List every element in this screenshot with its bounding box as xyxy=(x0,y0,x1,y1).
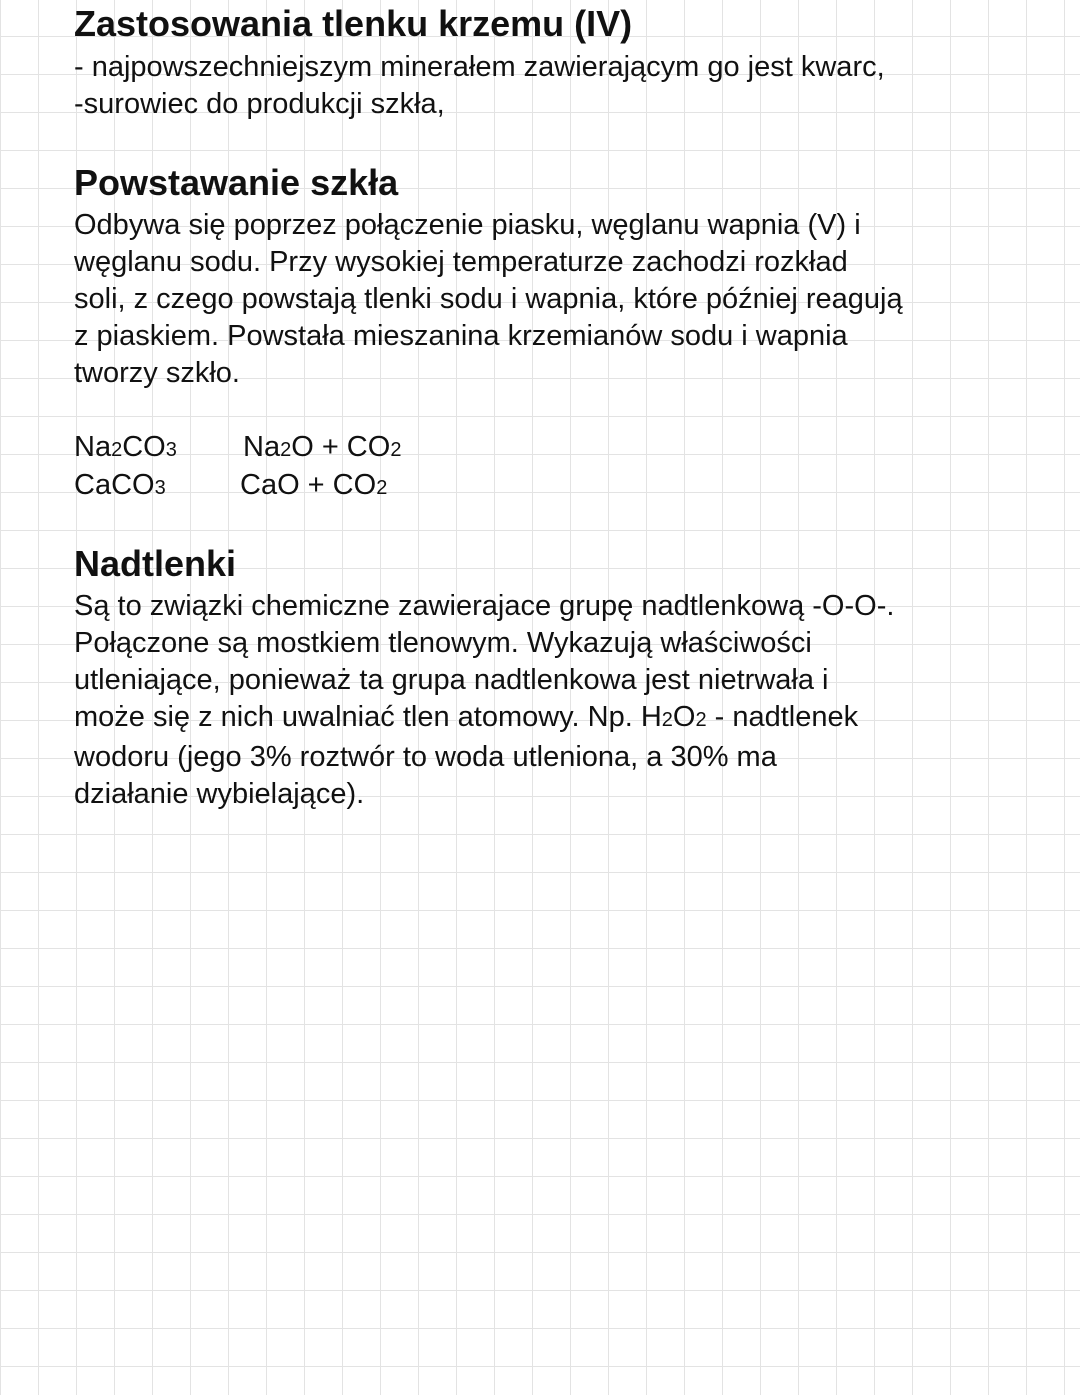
reaction-reactant xyxy=(74,429,177,469)
reaction-product xyxy=(243,429,401,469)
paragraph-line: węglanu sodu. Przy wysokiej temperaturze zachodzi rozkład xyxy=(74,246,848,278)
section-title-glass-formation: Powstawanie szkła xyxy=(74,162,399,203)
formula-subscript: 3 xyxy=(165,439,177,461)
formula-subscript: 3 xyxy=(154,477,166,499)
formula-subscript: 2 xyxy=(695,709,707,731)
paragraph-line: Połączone są mostkiem tlenowym. Wykazują właściwości xyxy=(74,627,812,659)
reaction-reactant xyxy=(74,467,166,507)
paragraph-line: wodoru (jego 3% roztwór to woda utleniona, a 30% ma xyxy=(74,741,777,773)
peroxides-paragraph xyxy=(74,588,894,813)
text-run: - nadtlenek xyxy=(706,701,859,733)
paragraph-line: utleniające, ponieważ ta grupa nadtlenkowa jest nietrwała i xyxy=(74,664,829,696)
formula-subscript: 2 xyxy=(390,439,402,461)
formula-part: O + CO xyxy=(291,431,391,463)
list-item: - najpowszechniejszym minerałem zawierającym go jest kwarc, xyxy=(74,51,885,83)
reaction-product xyxy=(240,467,387,507)
paragraph-line xyxy=(74,699,894,739)
paragraph-line: tworzy szkło. xyxy=(74,357,240,389)
formula-part: CaO + CO xyxy=(240,469,377,501)
text-run: O xyxy=(672,701,696,733)
paragraph-line: działanie wybielające). xyxy=(74,778,365,810)
formula-subscript: 2 xyxy=(280,439,292,461)
formula-subscript: 2 xyxy=(111,439,123,461)
paragraph-line: z piaskiem. Powstała mieszanina krzemianów sodu i wapnia xyxy=(74,320,848,352)
formula-subscript: 2 xyxy=(376,477,388,499)
paragraph-line: soli, z czego powstają tlenki sodu i wapnia, które później reagują xyxy=(74,283,903,315)
formula-part: CO xyxy=(122,431,166,463)
formula-subscript: 2 xyxy=(661,709,673,731)
paragraph-line: Są to związki chemiczne zawierajace grupę nadtlenkową -O-O-. xyxy=(74,590,895,622)
formula-part: Na xyxy=(74,431,112,463)
text-run: może się z nich uwalniać tlen atomowy. Np. H xyxy=(74,701,662,733)
formula-part: Na xyxy=(243,431,281,463)
list-item: -surowiec do produkcji szkła, xyxy=(74,88,445,120)
uses-list xyxy=(74,49,885,123)
section-title-silicon-dioxide-uses: Zastosowania tlenku krzemu (IV) xyxy=(74,3,633,44)
glass-formation-paragraph xyxy=(74,207,903,392)
formula-part: CaCO xyxy=(74,469,155,501)
section-title-peroxides: Nadtlenki xyxy=(74,543,237,584)
paragraph-line: Odbywa się poprzez połączenie piasku, węglanu wapnia (V) i xyxy=(74,209,861,241)
